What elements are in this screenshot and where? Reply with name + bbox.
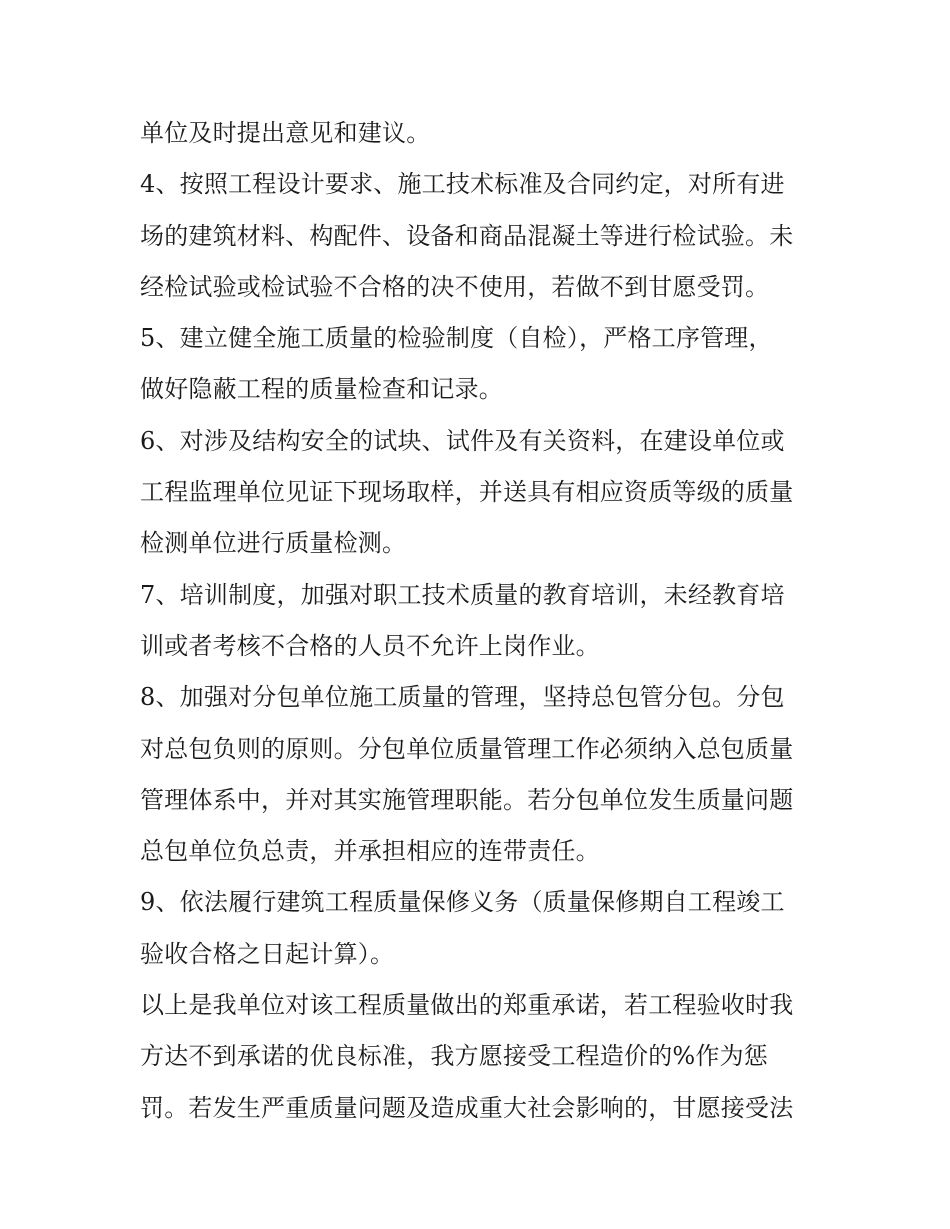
- text-line: 工程监理单位见证下现场取样，并送具有相应资质等级的质量: [140, 478, 794, 507]
- document-body: [140, 108, 820, 1134]
- text-line: 以上是我单位对该工程质量做出的郑重承诺，若工程验收时我: [140, 991, 794, 1020]
- text-line: 管理体系中，并对其实施管理职能。若分包单位发生质量问题: [140, 785, 794, 814]
- text-line: 场的建筑材料、构配件、设备和商品混凝土等进行检试验。未: [140, 221, 794, 250]
- text-line: 验收合格之日起计算）。: [140, 939, 395, 968]
- text-line: 对总包负则的原则。分包单位质量管理工作必须纳入总包质量: [140, 734, 794, 763]
- text-line: 做好隐蔽工程的质量检查和记录。: [140, 375, 503, 404]
- text-line: 4、按照工程设计要求、施工技术标准及合同约定，对所有进: [140, 170, 785, 199]
- text-line: 7、培训制度，加强对职工技术质量的教育培训，未经教育培: [140, 580, 785, 609]
- text-line: 训或者考核不合格的人员不允许上岗作业。: [140, 631, 600, 660]
- text-line: 总包单位负总责，并承担相应的连带责任。: [140, 837, 600, 866]
- text-line: 6、对涉及结构安全的试块、试件及有关资料，在建设单位或: [140, 426, 785, 455]
- text-line: 单位及时提出意见和建议。: [140, 119, 431, 147]
- text-line: 方达不到承诺的优良标准，我方愿接受工程造价的%作为惩: [140, 1042, 769, 1071]
- text-line: 5、建立健全施工质量的检验制度（自检），严格工序管理，: [140, 324, 773, 353]
- text-line: 8、加强对分包单位施工质量的管理，坚持总包管分包。分包: [140, 683, 785, 712]
- text-line: 经检试验或检试验不合格的决不使用，若做不到甘愿受罚。: [140, 272, 770, 301]
- text-line: 检测单位进行质量检测。: [140, 529, 407, 558]
- text-line: 9、依法履行建筑工程质量保修义务（质量保修期自工程竣工: [140, 888, 785, 917]
- text-line: 罚。若发生严重质量问题及造成重大社会影响的，甘愿接受法: [140, 1093, 794, 1122]
